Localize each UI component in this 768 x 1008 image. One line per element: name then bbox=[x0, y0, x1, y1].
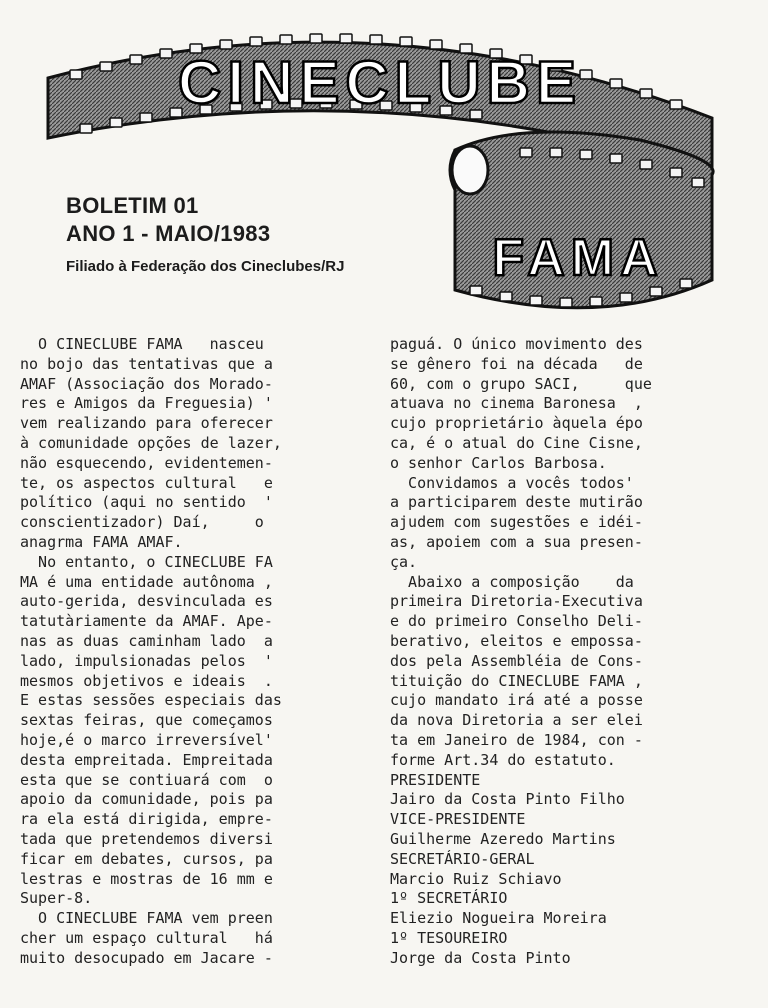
text-line: ça. bbox=[390, 552, 418, 571]
text-line: auto-gerida, desvinculada es bbox=[20, 592, 273, 611]
text-line: não esquecendo, evidentemen- bbox=[20, 453, 273, 472]
banner-name: FAMA bbox=[492, 229, 664, 287]
text-line: mesmos objetivos e ideais . bbox=[20, 671, 273, 690]
text-line: MA é uma entidade autônoma , bbox=[20, 572, 273, 591]
officer-title: VICE-PRESIDENTE bbox=[390, 810, 526, 829]
text-line: vem realizando para oferecer bbox=[20, 414, 273, 433]
text-line: paguá. O único movimento des bbox=[390, 335, 643, 353]
text-line: Convidamos a vocês todos' bbox=[390, 473, 634, 492]
text-line: atuava no cinema Baronesa , bbox=[390, 394, 643, 413]
officer-title: SECRETÁRIO-GERAL bbox=[390, 849, 535, 868]
text-line: cujo mandato irá até a posse bbox=[390, 691, 643, 710]
text-line: a participarem deste mutirão bbox=[390, 493, 643, 512]
text-line: e do primeiro Conselho Deli- bbox=[390, 612, 643, 631]
text-line: ta em Janeiro de 1984, con - bbox=[390, 730, 643, 749]
text-line: muito desocupado em Jacare - bbox=[20, 948, 273, 967]
text-line: berativo, eleitos e empossa- bbox=[390, 631, 643, 650]
affiliation: Filiado à Federação dos Cineclubes/RJ bbox=[66, 258, 345, 275]
text-line: 60, com o grupo SACI, que bbox=[390, 374, 652, 393]
text-line: anagrma FAMA AMAF. bbox=[20, 532, 183, 551]
text-line: dos pela Assembléia de Cons- bbox=[390, 651, 643, 670]
text-line: No entanto, o CINECLUBE FA bbox=[20, 552, 273, 571]
text-line: da nova Diretoria a ser elei bbox=[390, 711, 643, 730]
text-line: lado, impulsionadas pelos ' bbox=[20, 651, 273, 670]
officer-title: 1º SECRETÁRIO bbox=[390, 889, 508, 908]
text-line: o senhor Carlos Barbosa. bbox=[390, 453, 607, 472]
text-line: no bojo das tentativas que a bbox=[20, 354, 273, 373]
text-line: ajudem com sugestões e idéi- bbox=[390, 513, 643, 532]
article-column-left bbox=[20, 335, 372, 969]
text-line: político (aqui no sentido ' bbox=[20, 493, 273, 512]
officer-name: Jairo da Costa Pinto Filho bbox=[390, 790, 625, 809]
text-line: cher um espaço cultural há bbox=[20, 928, 273, 947]
text-line: ficar em debates, cursos, pa bbox=[20, 849, 273, 868]
issue-number: BOLETIM 01 bbox=[66, 193, 199, 218]
text-line: Abaixo a composição da bbox=[390, 572, 634, 591]
text-line: apoio da comunidade, pois pa bbox=[20, 790, 273, 809]
text-line: lestras e mostras de 16 mm e bbox=[20, 869, 273, 888]
text-line: tituição do CINECLUBE FAMA , bbox=[390, 671, 643, 690]
article-column-right bbox=[390, 335, 742, 969]
text-line: te, os aspectos cultural e bbox=[20, 473, 273, 492]
issue-date: ANO 1 - MAIO/1983 bbox=[66, 221, 271, 246]
text-line: hoje,é o marco irreversível' bbox=[20, 730, 273, 749]
text-line: cujo proprietário àquela épo bbox=[390, 414, 643, 433]
text-line: tatutàriamente da AMAF. Ape- bbox=[20, 612, 273, 631]
text-line: AMAF (Associação dos Morado- bbox=[20, 374, 273, 393]
text-line: primeira Diretoria-Executiva bbox=[390, 592, 643, 611]
text-line: E estas sessões especiais das bbox=[20, 691, 282, 710]
text-line: à comunidade opções de lazer, bbox=[20, 433, 282, 452]
text-line: se gênero foi na década de bbox=[390, 354, 643, 373]
officer-title: 1º TESOUREIRO bbox=[390, 928, 508, 947]
text-line: desta empreitada. Empreitada bbox=[20, 750, 273, 769]
officer-name: Jorge da Costa Pinto bbox=[390, 948, 571, 967]
text-line: forme Art.34 do estatuto. bbox=[390, 750, 616, 769]
text-line: O CINECLUBE FAMA vem preen bbox=[20, 909, 273, 928]
officer-title: PRESIDENTE bbox=[390, 770, 481, 789]
masthead bbox=[66, 192, 344, 275]
text-line: O CINECLUBE FAMA nasceu bbox=[20, 335, 264, 353]
officer-name: Marcio Ruiz Schiavo bbox=[390, 869, 562, 888]
text-line: esta que se contiuará com o bbox=[20, 770, 273, 789]
text-line: sextas feiras, que começamos bbox=[20, 711, 273, 730]
text-line: ra ela está dirigida, empre- bbox=[20, 810, 273, 829]
officer-name: Guilherme Azeredo Martins bbox=[390, 829, 616, 848]
text-line: Super-8. bbox=[20, 889, 93, 908]
officer-name: Eliezio Nogueira Moreira bbox=[390, 909, 607, 928]
text-line: ca, é o atual do Cine Cisne, bbox=[390, 433, 643, 452]
text-line: conscientizador) Daí, o bbox=[20, 513, 264, 532]
text-line: as, apoiem com a sua presen- bbox=[390, 532, 643, 551]
text-line: res e Amigos da Freguesia) ' bbox=[20, 394, 273, 413]
text-line: tada que pretendemos diversi bbox=[20, 829, 273, 848]
banner-title: CINECLUBE bbox=[177, 49, 583, 116]
text-line: nas as duas caminham lado a bbox=[20, 631, 273, 650]
